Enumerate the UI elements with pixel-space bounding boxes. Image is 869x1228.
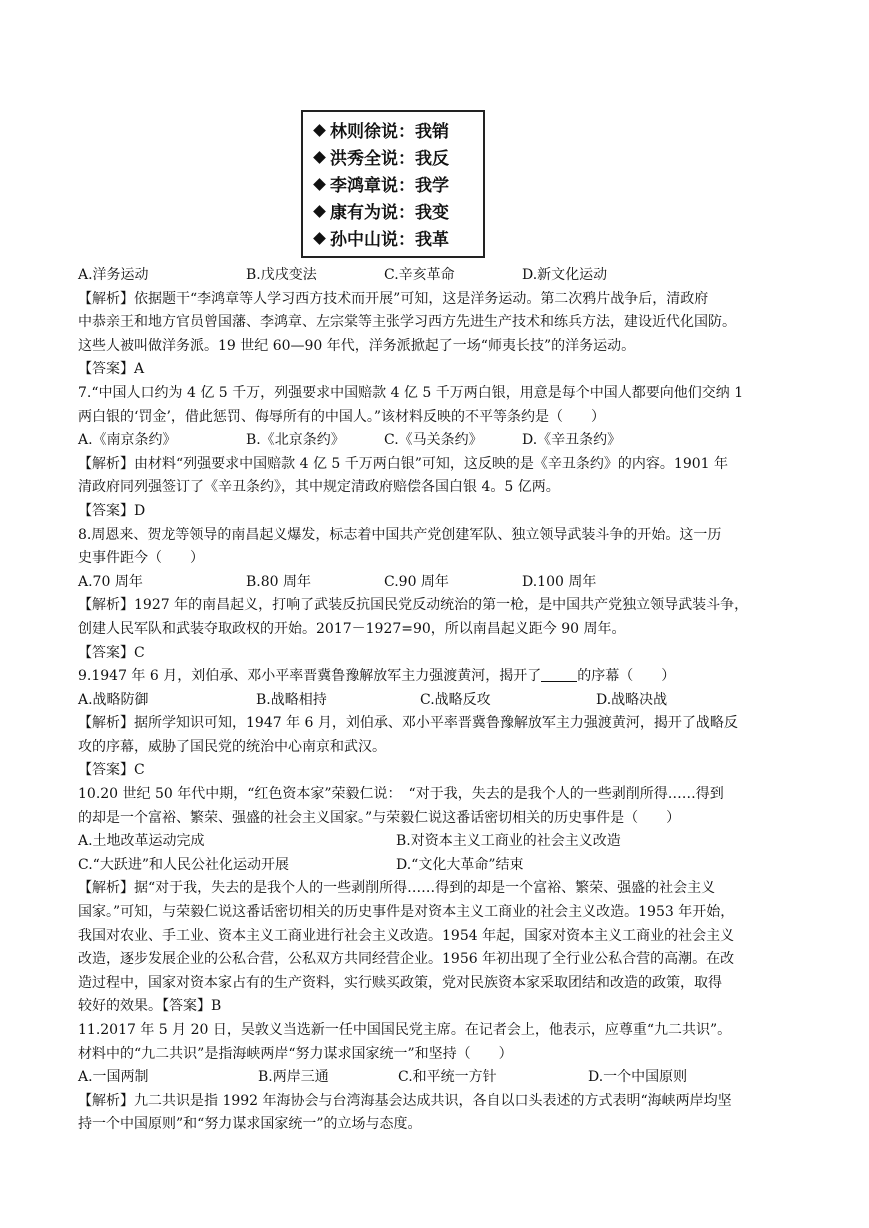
option-c: C.《马关条约》: [384, 432, 483, 449]
question-stem: 的却是一个富裕、繁荣、强盛的社会主义国家。”与荣毅仁说这番话密切相关的历史事件是（ ）: [78, 809, 681, 826]
option-d: D.一个中国原则: [588, 1069, 688, 1086]
diamond-bullet-icon: [313, 124, 326, 137]
question-stem: 11.2017 年 5 月 20 日，吴敦义当选新一任中国国民党主席。在记者会上，他表示，应尊重“九二共识”。: [78, 1022, 732, 1038]
analysis-line: 攻的序幕，威胁了国民党的统治中心南京和武汉。: [78, 738, 386, 755]
box-line: 康有为说：我变: [313, 200, 483, 227]
box-line: 林则徐说：我销: [313, 119, 483, 146]
analysis-line: 这些人被叫做洋务派。19 世纪 60—90 年代，洋务派掀起了一场“师夷长技”的洋务运动。: [78, 337, 636, 354]
analysis-line: 【解析】九二共识是指 1992 年海协会与台湾海基会达成共识，各自以口头表述的方式表明“海峡两岸均坚: [78, 1092, 732, 1109]
q9-options: [78, 689, 798, 713]
option-c: C.辛亥革命: [384, 267, 455, 283]
option-d: D.《辛丑条约》: [522, 432, 622, 449]
option-a: A.70 周年: [78, 573, 143, 590]
option-a: A.战略防御: [78, 691, 149, 708]
analysis-line: 【解析】依据题干“李鸿章等人学习西方技术而开展”可知，这是洋务运动。第二次鸦片战争后，清政府: [78, 290, 709, 307]
question-stem: 史事件距今（ ）: [78, 550, 204, 567]
question-stem: 8.周恩来、贺龙等领导的南昌起义爆发，标志着中国共产党创建军队、独立领导武装斗争的开始。这一历: [78, 526, 722, 543]
option-b: B.战略相持: [256, 691, 327, 708]
option-d: D.新文化运动: [522, 267, 608, 283]
option-c: C.“大跃进”和人民公社化运动开展: [78, 856, 289, 873]
option-c: C.和平统一方针: [398, 1069, 497, 1086]
quote-box: [301, 110, 485, 258]
answer: 【答案】C: [78, 762, 145, 779]
analysis-line: 【解析】据“对于我，失去的是我个人的一些剥削所得……得到的却是一个富裕、繁荣、强盛的社会主义: [78, 880, 716, 897]
analysis-line: 创建人民军队和武装夺取政权的开始。2017－1927=90，所以南昌起义距今 90 周年。: [78, 620, 626, 637]
question-stem: 两白银的‘罚金’，借此惩罚、侮辱所有的中国人。”该材料反映的不平等条约是（ ）: [78, 408, 606, 425]
option-d: D.“文化大革命”结束: [396, 856, 524, 873]
q8-options: [78, 571, 798, 595]
option-b: B.戊戌变法: [246, 267, 317, 283]
box-line: 洪秀全说：我反: [313, 146, 483, 173]
diamond-bullet-icon: [313, 178, 326, 191]
option-b: B.对资本主义工商业的社会主义改造: [396, 833, 621, 850]
answer: 【答案】C: [78, 644, 145, 661]
box-line: 孙中山说：我革: [313, 227, 483, 254]
analysis-line: 持一个中国原则”和“努力谋求国家统一”的立场与态度。: [78, 1116, 422, 1133]
diamond-bullet-icon: [313, 232, 326, 245]
option-b: B.80 周年: [246, 573, 312, 590]
analysis-line: 清政府同列强签订了《辛丑条约》，其中规定清政府赔偿各国白银 4。5 亿两。: [78, 479, 560, 496]
q10-options-row1: [78, 830, 798, 854]
question-stem: 10.20 世纪 50 年代中期，“红色资本家”荣毅仁说： “对于我，失去的是我个人的一些剥削所得……得到: [78, 786, 724, 803]
q6-options: [78, 264, 798, 288]
option-a: A.土地改革运动完成: [78, 833, 205, 850]
analysis-line: 【解析】1927 年的南昌起义，打响了武装反抗国民党反动统治的第一枪，是中国共产党独立领导武装斗争，: [78, 597, 749, 614]
analysis-line: 【解析】据所学知识可知，1947 年 6 月，刘伯承、邓小平率晋冀鲁豫解放军主力强渡黄河，揭开了战略反: [78, 715, 738, 732]
q11-options: [78, 1066, 798, 1090]
option-a: A.《南京条约》: [78, 432, 177, 449]
q7-options: [78, 429, 798, 453]
fill-blank: [541, 667, 577, 682]
option-b: B.两岸三通: [258, 1069, 329, 1086]
question-stem: 材料中的“九二共识”是指海峡两岸“努力谋求国家统一”和坚持（ ）: [78, 1045, 513, 1062]
analysis-line: 中恭亲王和地方官员曾国藩、李鸿章、左宗棠等主张学习西方先进生产技术和练兵方法，建设近代化国防。: [78, 314, 736, 331]
option-a: A.一国两制: [78, 1069, 149, 1086]
analysis-line: 【解析】由材料“列强要求中国赔款 4 亿 5 千万两白银”可知，这反映的是《辛丑条约》的内容。1901 年: [78, 455, 729, 472]
diamond-bullet-icon: [313, 151, 326, 164]
analysis-line: 改造，逐步发展企业的公私合营，公私双方共同经营企业。1956 年初出现了全行业公私合营的高潮。在改: [78, 951, 735, 968]
option-a: A.洋务运动: [78, 267, 149, 283]
option-d: D.100 周年: [522, 573, 597, 590]
box-line: 李鸿章说：我学: [313, 173, 483, 200]
answer: 【答案】A: [78, 361, 145, 378]
option-c: C.战略反攻: [420, 691, 491, 708]
analysis-line: 较好的效果。【答案】B: [78, 998, 222, 1015]
option-b: B.《北京条约》: [246, 432, 345, 449]
question-stem: 7.“中国人口约为 4 亿 5 千万，列强要求中国赔款 4 亿 5 千万两白银，用意是每个中国人都要向他们交纳 1: [78, 384, 744, 401]
analysis-line: 我国对农业、手工业、资本主义工商业进行社会主义改造。1954 年起，国家对资本主义工商业的社会主义: [78, 927, 735, 944]
q10-options-row2: [78, 854, 798, 878]
option-d: D.战略决战: [596, 691, 668, 708]
question-stem: 9.1947 年 6 月，刘伯承、邓小平率晋冀鲁豫解放军主力强渡黄河，揭开了 的序幕（ ）: [78, 668, 676, 685]
document-body: [78, 264, 798, 1137]
analysis-line: 国家。”可知，与荣毅仁说这番话密切相关的历史事件是对资本主义工商业的社会主义改造。1953 年开始，: [78, 904, 735, 921]
answer: 【答案】D: [78, 502, 146, 519]
analysis-line: 造过程中，国家对资本家占有的生产资料，实行赎买政策，党对民族资本家采取团结和改造的政策，取得: [78, 974, 722, 991]
diamond-bullet-icon: [313, 205, 326, 218]
option-c: C.90 周年: [384, 573, 449, 590]
